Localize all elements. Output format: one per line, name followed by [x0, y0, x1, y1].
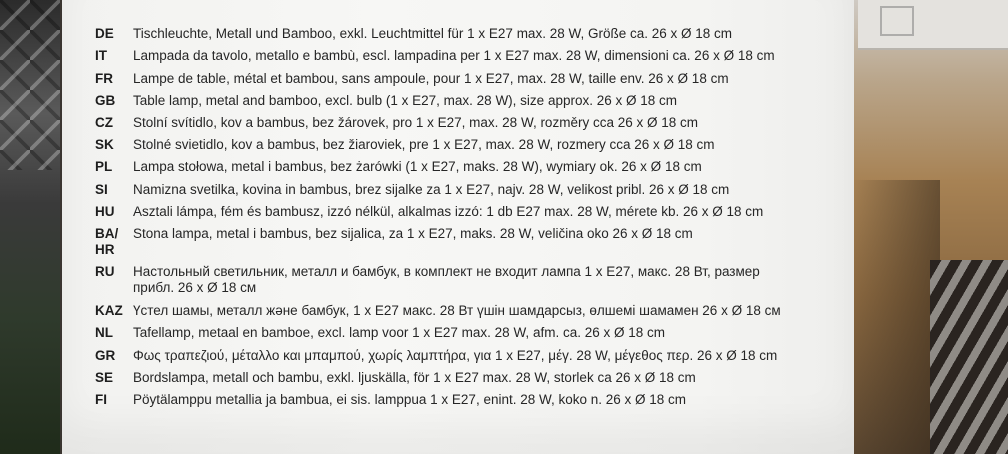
background-symbol	[880, 6, 914, 36]
description-text: Lampe de table, métal et bambou, sans ampoule, pour 1 x E27, max. 28 W, taille env. 26 x Ø 18 cm	[133, 71, 729, 86]
description-text: Lampada da tavolo, metallo e bambù, escl. lampadina per 1 x E27 max. 28 W, dimensioni ca. 26 x Ø 18 cm	[133, 48, 775, 63]
language-code: RU	[95, 264, 115, 279]
background-shadow	[850, 180, 940, 454]
language-code: KAZ	[95, 303, 123, 318]
language-code: BA/	[95, 226, 119, 241]
description-text: Bordslampa, metall och bambu, exkl. ljuskälla, för 1 x E27 max. 28 W, storlek ca 26 x Ø 18 cm	[133, 370, 696, 385]
language-code: IT	[95, 48, 107, 63]
language-code: HU	[95, 204, 115, 219]
description-text: Stolní svítidlo, kov a bambus, bez žárovek, pro 1 x E27, max. 28 W, rozměry cca 26 x Ø 18 cm	[133, 115, 698, 130]
background-geometric-pattern	[0, 0, 60, 170]
description-text: Настольный светильник, металл и бамбук, в комплект не входит лампа 1 x E27, макс. 28 Вт, размер	[133, 264, 760, 279]
language-code: SI	[95, 182, 108, 197]
language-code: FI	[95, 392, 107, 407]
description-text: Φως τραπεζιού, μέταλλο και μπαμπού, χωρίς λαμπτήρα, για 1 x E27, μέγ. 28 W, μέγεθος περ. 26 x Ø 18 cm	[133, 348, 778, 363]
language-code: DE	[95, 26, 114, 41]
language-code: GR	[95, 348, 116, 363]
description-text: Stolné svietidlo, kov a bambus, bez žiaroviek, pre 1 x E27, max. 28 W, rozmery cca 26 x Ø 18 cm	[133, 137, 715, 152]
language-code: PL	[95, 159, 113, 174]
description-text: прибл. 26 x Ø 18 см	[133, 280, 257, 295]
description-text: Tischleuchte, Metall und Bamboo, exkl. Leuchtmittel für 1 x E27 max. 28 W, Größe ca. 26 x Ø 18 cm	[133, 26, 733, 41]
description-text: Pöytälamppu metallia ja bambua, ei sis. lamppua 1 x E27, enint. 28 W, koko n. 26 x Ø 18 cm	[133, 392, 687, 407]
description-text: Asztali lámpa, fém és bambusz, izzó nélkül, alkalmas izzó: 1 db E27 max. 28 W, mérete kb. 26 x Ø 18 cm	[133, 204, 764, 219]
description-text: Stona lampa, metal i bambus, bez sijalica, za 1 x E27, maks. 28 W, veličina oko 26 x Ø 18 cm	[133, 226, 693, 241]
description-text: Namizna svetilka, kovina in bambus, brez sijalke za 1 x E27, najv. 28 W, velikost pribl. 26 x Ø 18 cm	[133, 182, 730, 197]
language-code: SE	[95, 370, 114, 385]
language-code: CZ	[95, 115, 113, 130]
description-text: Lampa stołowa, metal i bambus, bez żarówki (1 x E27, maks. 28 W), wymiary ok. 26 x Ø 18 cm	[133, 159, 702, 174]
language-code: GB	[95, 93, 116, 108]
background-striped-fabric	[930, 260, 1008, 454]
language-code: FR	[95, 71, 113, 86]
language-code: HR	[95, 242, 115, 257]
description-text: Table lamp, metal and bamboo, excl. bulb (1 x E27, max. 28 W), size approx. 26 x Ø 18 cm	[133, 93, 678, 108]
description-text: Үстел шамы, металл және бамбук, 1 x E27 макс. 28 Вт үшін шамдарсыз, өлшемі шамамен 26 x Ø 18 см	[133, 303, 781, 318]
language-code: NL	[95, 325, 113, 340]
language-code: SK	[95, 137, 114, 152]
description-text: Tafellamp, metaal en bamboe, excl. lamp voor 1 x E27 max. 28 W, afm. ca. 26 x Ø 18 cm	[133, 325, 665, 340]
